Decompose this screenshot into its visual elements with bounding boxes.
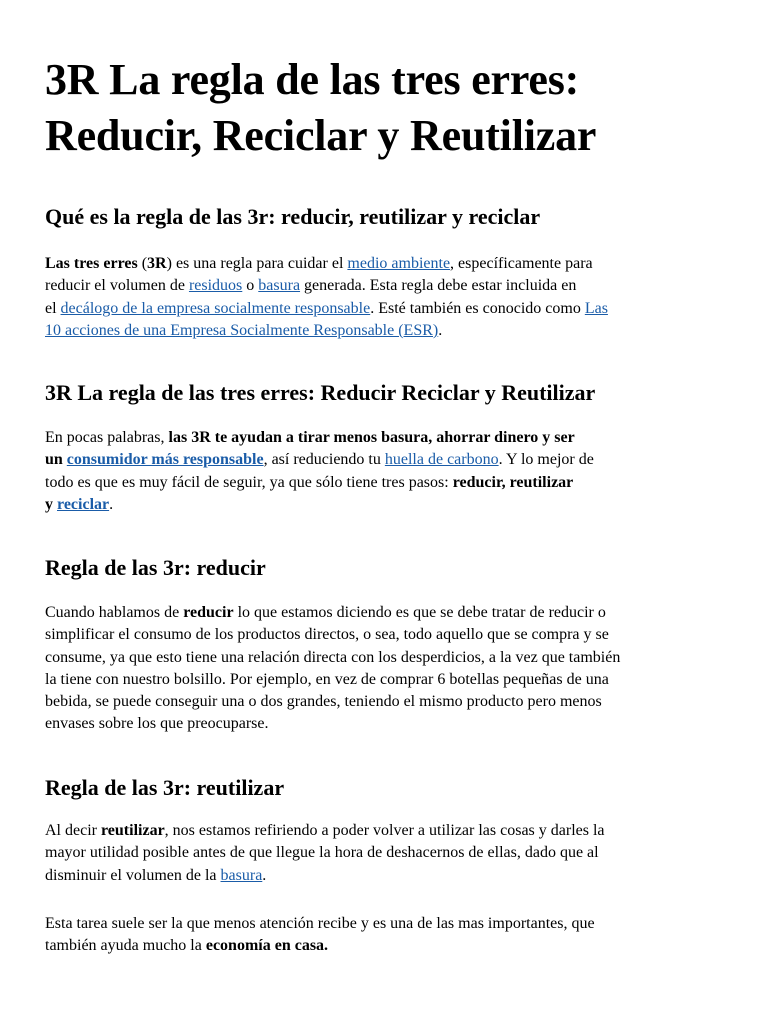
link-medio-ambiente[interactable]: medio ambiente <box>347 255 451 272</box>
section-heading-reutilizar: Regla de las 3r: reutilizar <box>45 775 285 800</box>
link-huella-carbono[interactable]: huella de carbono <box>384 451 499 469</box>
bold-text: economía en casa. <box>205 937 329 955</box>
link-residuos[interactable]: residuos <box>188 277 243 295</box>
link-reciclar[interactable]: reciclar <box>57 495 110 513</box>
bold-text: 3R <box>147 255 167 272</box>
bold-text: las 3R te ayudan a tirar menos basura, ahorrar dinero y ser <box>168 429 575 446</box>
link-basura-2[interactable]: basura <box>220 866 263 884</box>
section-heading-que-es: Qué es la regla de las 3r: reducir, reutilizar y reciclar <box>45 204 541 229</box>
bold-text: un <box>45 451 67 469</box>
paragraph-tres-erres: Las tres erres (3R) es una regla para cuidar el medio ambiente, específicamente para reducir el volumen de residuos o basura generada. Esta regla debe estar incluida en el decálogo de la empresa socialmente responsable. Esté también es conocido como Las 10 acciones de una Empresa Socialmente Responsable (ESR). <box>45 255 608 339</box>
bold-text: reducir, reutilizar <box>452 473 574 491</box>
title-line-2: Reducir, Reciclar y Reutilizar <box>45 111 597 160</box>
link-consumidor[interactable]: consumidor más responsable <box>66 451 264 469</box>
paragraph-reutilizar: Al decir reutilizar, nos estamos refiriendo a poder volver a utilizar las cosas y darles la mayor utilidad posible antes de que llegue la hora de deshacernos de ellas, dado que al disminuir el volumen de la basura. <box>45 822 605 884</box>
paragraph-tarea: Esta tarea suele ser la que menos atención recibe y es una de las mas importantes, que también ayuda mucho la economía en casa. <box>45 915 595 955</box>
link-basura[interactable]: basura <box>258 277 301 295</box>
link-decalogo[interactable]: decálogo de la empresa socialmente responsable <box>60 299 371 317</box>
bold-text: reducir <box>183 604 234 621</box>
bold-text: Las tres erres <box>45 255 138 272</box>
page-title <box>45 52 735 164</box>
link-10-acciones[interactable]: 10 acciones de una Empresa Socialmente Responsable (ESR) <box>45 321 439 339</box>
title-line-1: 3R La regla de las tres erres: <box>45 55 580 104</box>
section-heading-3r-regla: 3R La regla de las tres erres: Reducir Reciclar y Reutilizar <box>45 380 596 405</box>
paragraph-reducir: Cuando hablamos de reducir lo que estamos diciendo es que se debe tratar de reducir o simplificar el consumo de los productos directos, o sea, todo aquello que se compra y se consume, ya que esto tiene una relación directa con los desperdicios, a la vez que también la tiene con nuestro bolsillo. Por ejemplo, en vez de comprar 6 botellas pequeñas de una bebida, se puede conseguir una o dos grandes, teniendo el mismo producto pero menos envases sobre los que preocuparse. <box>45 604 621 733</box>
bold-text: reutilizar <box>100 822 165 839</box>
link-las[interactable]: Las <box>584 299 608 317</box>
section-heading-reducir: Regla de las 3r: reducir <box>45 555 266 580</box>
bold-text: y <box>45 495 57 513</box>
paragraph-pocas-palabras: En pocas palabras, las 3R te ayudan a tirar menos basura, ahorrar dinero y ser un consumidor más responsable, así reduciendo tu huella de carbono. Y lo mejor de todo es que es muy fácil de seguir, ya que sólo tiene tres pasos: reducir, reutilizar y reciclar. <box>45 429 594 513</box>
